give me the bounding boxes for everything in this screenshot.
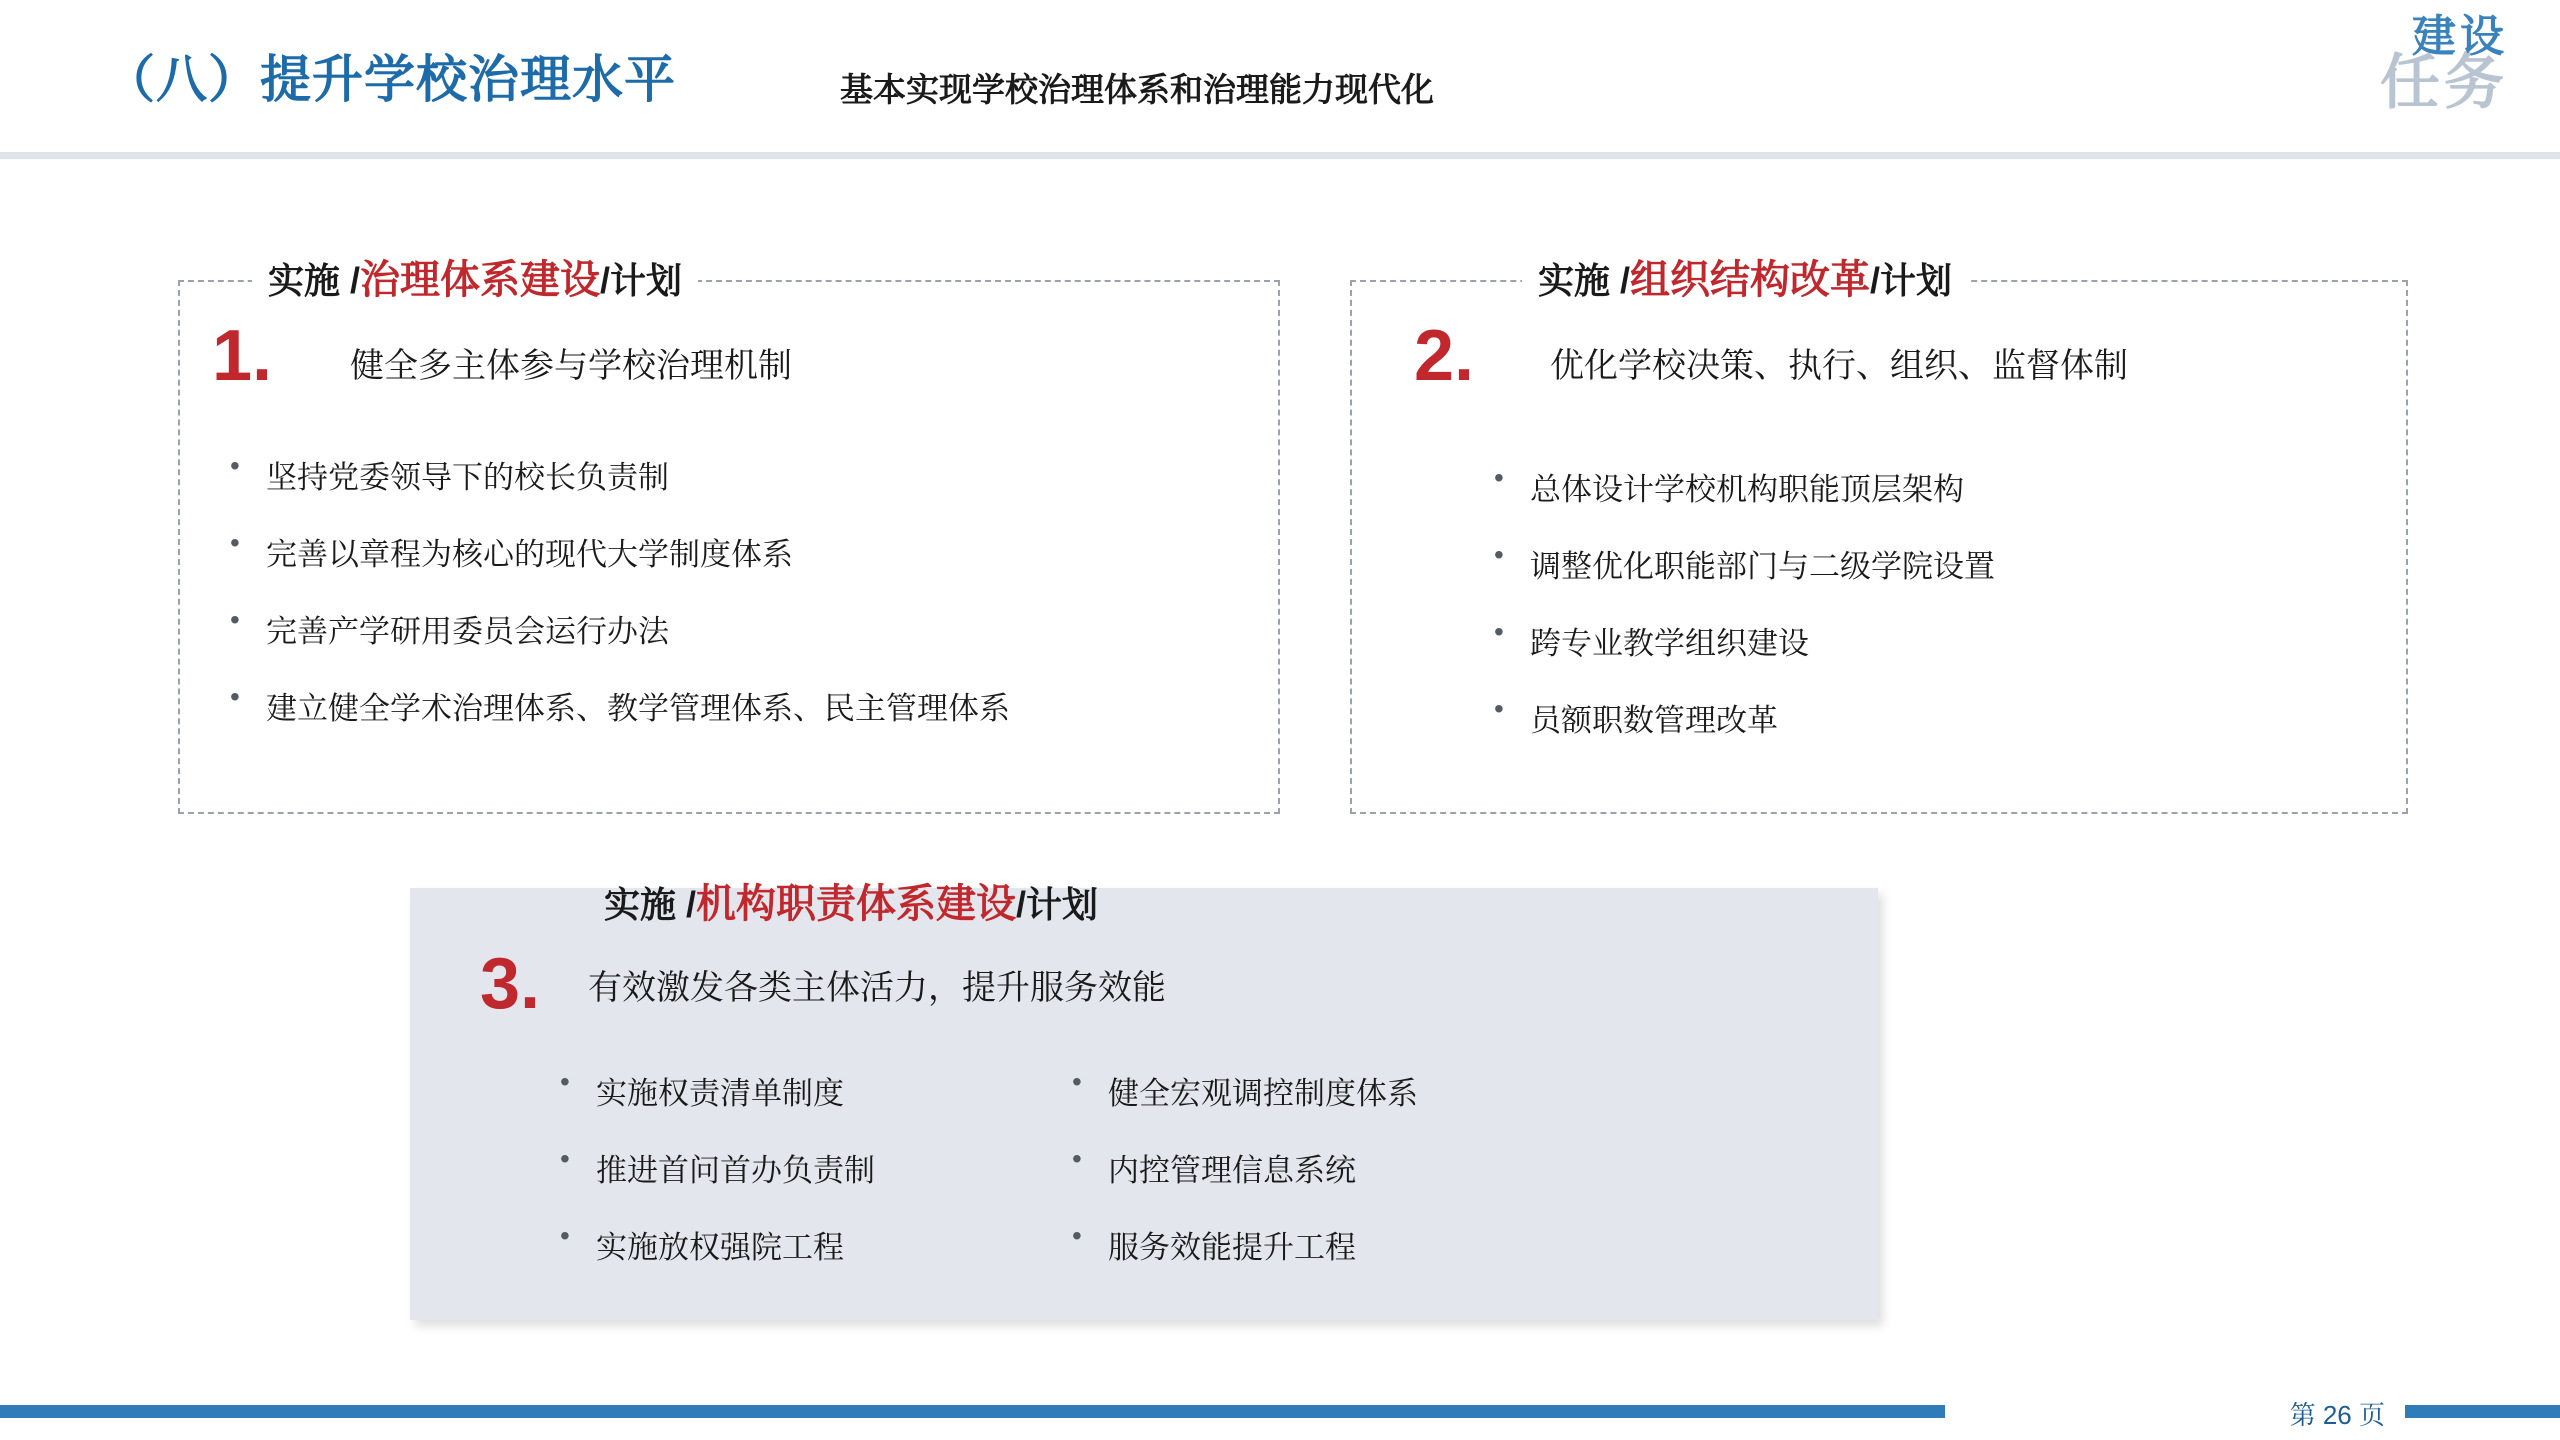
header-badge: [2248, 14, 2508, 144]
card-governance-system: [178, 258, 1280, 814]
card-1-heading-highlight: 治理体系建设: [360, 258, 601, 302]
list-item: • 调整优化职能部门与二级学院设置: [1472, 541, 1995, 586]
page-title: （八）提升学校治理水平: [104, 51, 677, 108]
card-3-bullet-list-right: [1050, 1068, 1418, 1299]
card-2-heading-prefix: 实施 /: [1538, 260, 1631, 301]
card-1-lead: 健全多主体参与学校治理机制: [350, 347, 792, 385]
list-item: • 完善产学研用委员会运行办法: [208, 606, 1010, 651]
card-3-lead: 有效激发各类主体活力，提升服务效能: [588, 969, 1166, 1007]
list-item: • 服务效能提升工程: [1050, 1222, 1418, 1267]
card-organization-reform: [1350, 258, 2408, 814]
list-item: • 坚持党委领导下的校长负责制: [208, 452, 1010, 497]
card-1-bullet-list: [208, 452, 1010, 760]
card-1-heading-suffix: /计划: [600, 260, 683, 301]
badge-line-2: 任务: [2380, 49, 2508, 116]
card-duty-system: [410, 882, 1878, 1320]
footer-bar-left: [0, 1405, 1945, 1418]
card-2-lead: 优化学校决策、执行、组织、监督体制: [1550, 347, 2128, 385]
card-3-heading: [588, 882, 1114, 927]
slide-header: [0, 0, 2560, 158]
page-number: 第 26 页: [2289, 1400, 2385, 1430]
card-1-heading-prefix: 实施 /: [268, 260, 361, 301]
card-1-heading: [252, 258, 698, 303]
list-item: • 总体设计学校机构职能顶层架构: [1472, 464, 1995, 509]
list-item: • 建立健全学术治理体系、教学管理体系、民主管理体系: [208, 683, 1010, 728]
footer-bar-right: [2405, 1405, 2560, 1418]
card-2-heading-suffix: /计划: [1870, 260, 1953, 301]
card-3-heading-prefix: 实施 /: [604, 884, 697, 925]
list-item: • 内控管理信息系统: [1050, 1145, 1418, 1190]
card-2-bullet-list: [1472, 464, 1995, 772]
list-item: • 完善以章程为核心的现代大学制度体系: [208, 529, 1010, 574]
card-2-heading-highlight: 组织结构改革: [1630, 258, 1871, 302]
list-item: • 健全宏观调控制度体系: [1050, 1068, 1418, 1113]
list-item: • 推进首问首办负责制: [538, 1145, 875, 1190]
card-1-number: 1.: [212, 316, 273, 396]
card-2-heading: [1522, 258, 1968, 303]
badge-line-1: 建设: [2412, 12, 2508, 61]
card-3-number: 3.: [480, 944, 541, 1024]
list-item: • 实施放权强院工程: [538, 1222, 875, 1267]
list-item: • 实施权责清单制度: [538, 1068, 875, 1113]
card-3-heading-suffix: /计划: [1016, 884, 1099, 925]
list-item: • 跨专业教学组织建设: [1472, 618, 1995, 663]
page-subtitle: 基本实现学校治理体系和治理能力现代化: [840, 71, 1434, 108]
card-2-number: 2.: [1414, 316, 1475, 396]
list-item: • 员额职数管理改革: [1472, 695, 1995, 740]
card-3-heading-highlight: 机构职责体系建设: [696, 882, 1017, 926]
card-3-bullet-list-left: [538, 1068, 875, 1299]
header-divider: [0, 152, 2560, 159]
